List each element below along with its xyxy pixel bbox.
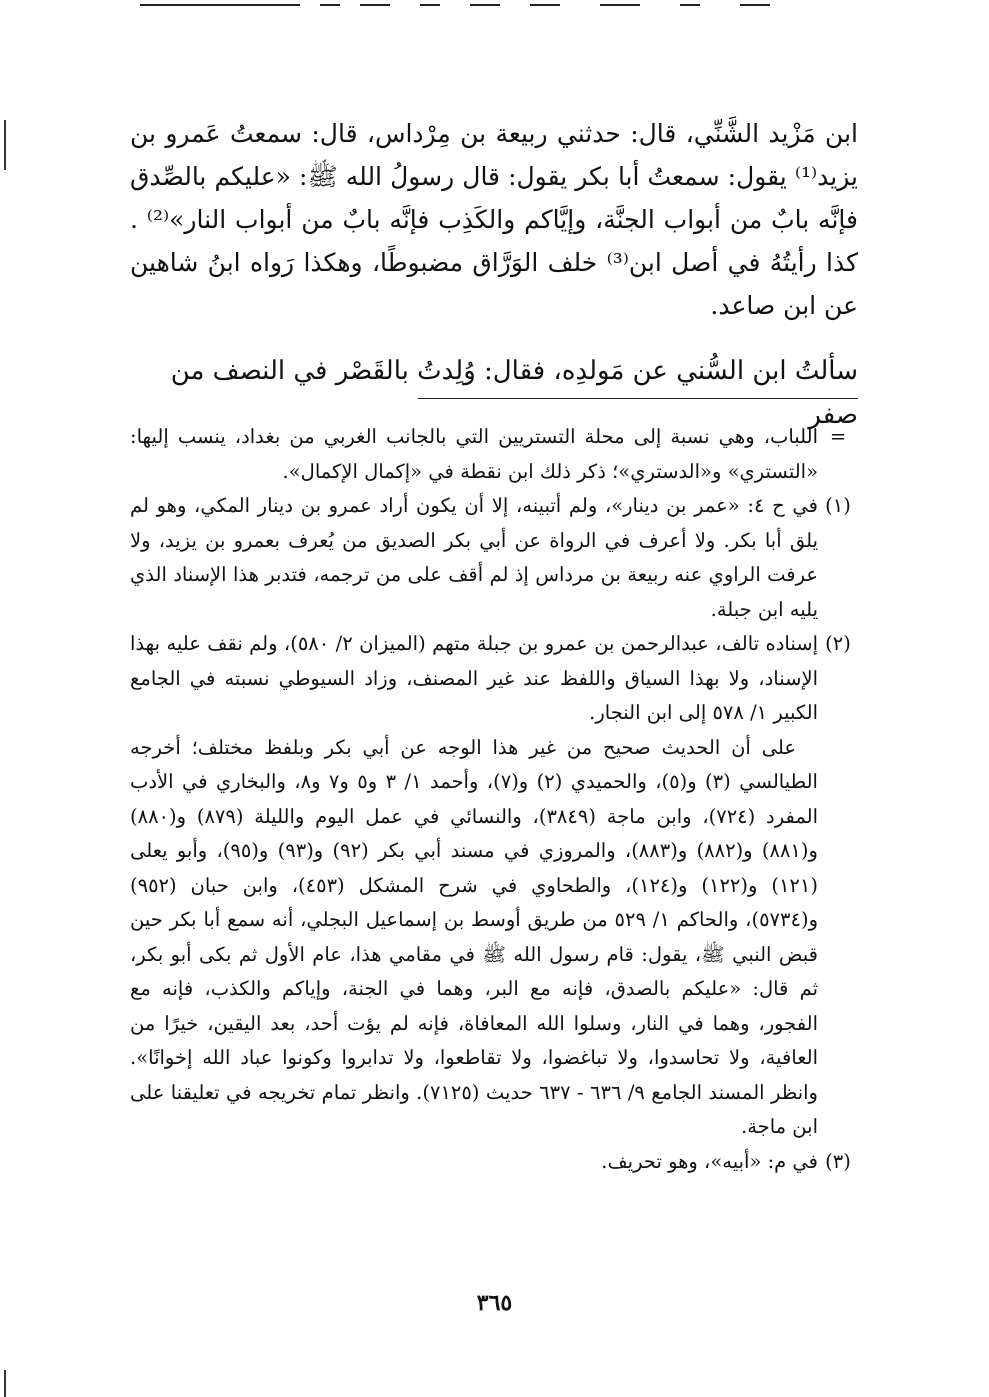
footnotes [130,420,858,1179]
page-number: ٣٦٥ [476,1290,513,1316]
footnote-marker: = [829,425,847,448]
scan-left-mark [4,120,6,170]
footnote-text: في م: «أبيه»، وهو تحريف. [601,1149,818,1173]
footnote-1 [130,489,858,627]
scan-top-line [320,4,340,6]
footnote-marker: (١) [825,494,851,517]
scan-top-line [740,4,770,6]
footnote-2 [130,627,858,731]
footnote-3 [130,1145,858,1180]
main-paragraph: ابن مَزْيد الشَّنِّي، قال: حدثني ربيعة بن مِرْداس، قال: سمعتُ عَمرو بن يزيد⁽¹⁾ يقول: سمعتُ أبا بكر يقول: قال رسولُ الله ﷺ: «عليكم بالصِّدق فإنَّه بابٌ من أبواب الجنَّة، وإيَّاكم والكَذِب فإنَّه بابٌ من أبواب النار»⁽²⁾ . كذا رأيتُهُ في أصل ابن⁽³⁾ خلف الوَرَّاق مضبوطًا، وهكذا رَواه ابنُ شاهين عن ابن صاعد. [130,119,858,320]
footnote-text: اللباب، وهي نسبة إلى محلة التستريين التي بالجانب الغربي من بغداد، ينسب إليها: «التستري» و«الدستري»؛ ذكر ذلك ابن نقطة في «إكمال الإكمال». [130,425,818,483]
footnote-separator [418,398,858,399]
scan-top-line [360,4,390,6]
footnote-text: إسناده تالف، عبدالرحمن بن عمرو بن جبلة متهم (الميزان ٢/ ٥٨٠)، ولم نقف عليه بهذا الإسناد، ولا بهذا السياق واللفظ عند غير المصنف، وزاد السيوطي نسبته في الجامع الكبير ١/ ٥٧٨ إلى ابن النجار. [130,632,818,724]
scan-top-line [470,4,500,6]
scan-top-line [140,4,300,6]
scan-left-mark [4,1370,6,1397]
section-heading: سألتُ ابن السُّني عن مَولدِه، فقال: وُلِدتُ بالقَصْر في النصف من صفر [170,356,858,430]
footnote-continuation [130,420,858,489]
scan-top-line [420,4,440,6]
main-text-block [130,112,858,437]
scan-top-line [530,4,560,6]
scan-top-line [600,4,640,6]
footnote-text: في ح ٤: «عمر بن دينار»، ولم أتبينه، إلا أن يكون أراد عمرو بن دينار المكي، وهو لم يلق أبا بكر. ولا أعرف في الرواة عن أبي بكر الصديق من يُعرف بعمرو بن يزيد، ولا عرفت الراوي عنه ربيعة بن مرداس إذ لم أقف على من ترجمه، فتدبر هذا الإسناد الذي يليه ابن جبلة. [130,494,818,621]
scan-top-line [680,4,700,6]
footnote-marker: (٣) [825,1149,851,1173]
footnote-2-continuation: على أن الحديث صحيح من غير هذا الوجه عن أبي بكر وبلفظ مختلف؛ أخرجه الطيالسي (٣) و(٥)، والحميدي (٢) و(٧)، وأحمد ١/ ٣ و٥ و٧ و٨، والبخاري في الأدب المفرد (٧٢٤)، وابن ماجة (٣٨٤٩)، والنسائي في عمل اليوم والليلة (٨٧٩) و(٨٨٠) و(٨٨١) و(٨٨٢) و(٨٨٣)، والمروزي في مسند أبي بكر (٩٢) و(٩٣) و(٩٥)، وأبو يعلى (١٢١) و(١٢٢) و(١٢٤)، والطحاوي في شرح المشكل (٤٥٣)، وابن حبان (٩٥٢) و(٥٧٣٤)، والحاكم ١/ ٥٢٩ من طريق أوسط بن إسماعيل البجلي، أنه سمع أبا بكر حين قبض النبي ﷺ، يقول: قام رسول الله ﷺ في مقامي هذا، عام الأول ثم بكى أبو بكر، ثم قال: «عليكم بالصدق، فإنه مع البر، وهما في الجنة، وإياكم والكذب، فإنه مع الفجور، وهما في النار، وسلوا الله المعافاة، فإنه لم يؤت أحد، بعد اليقين، خيرًا من العافية، ولا تحاسدوا، ولا تباغضوا، ولا تقاطعوا، ولا تدابروا وكونوا عباد الله إخوانًا». وانظر المسند الجامع ٩/ ٦٣٦ - ٦٣٧ حديث (٧١٢٥). وانظر تمام تخريجه في تعليقنا على ابن ماجة. [130,735,818,1138]
footnote-marker: (٢) [825,632,851,655]
